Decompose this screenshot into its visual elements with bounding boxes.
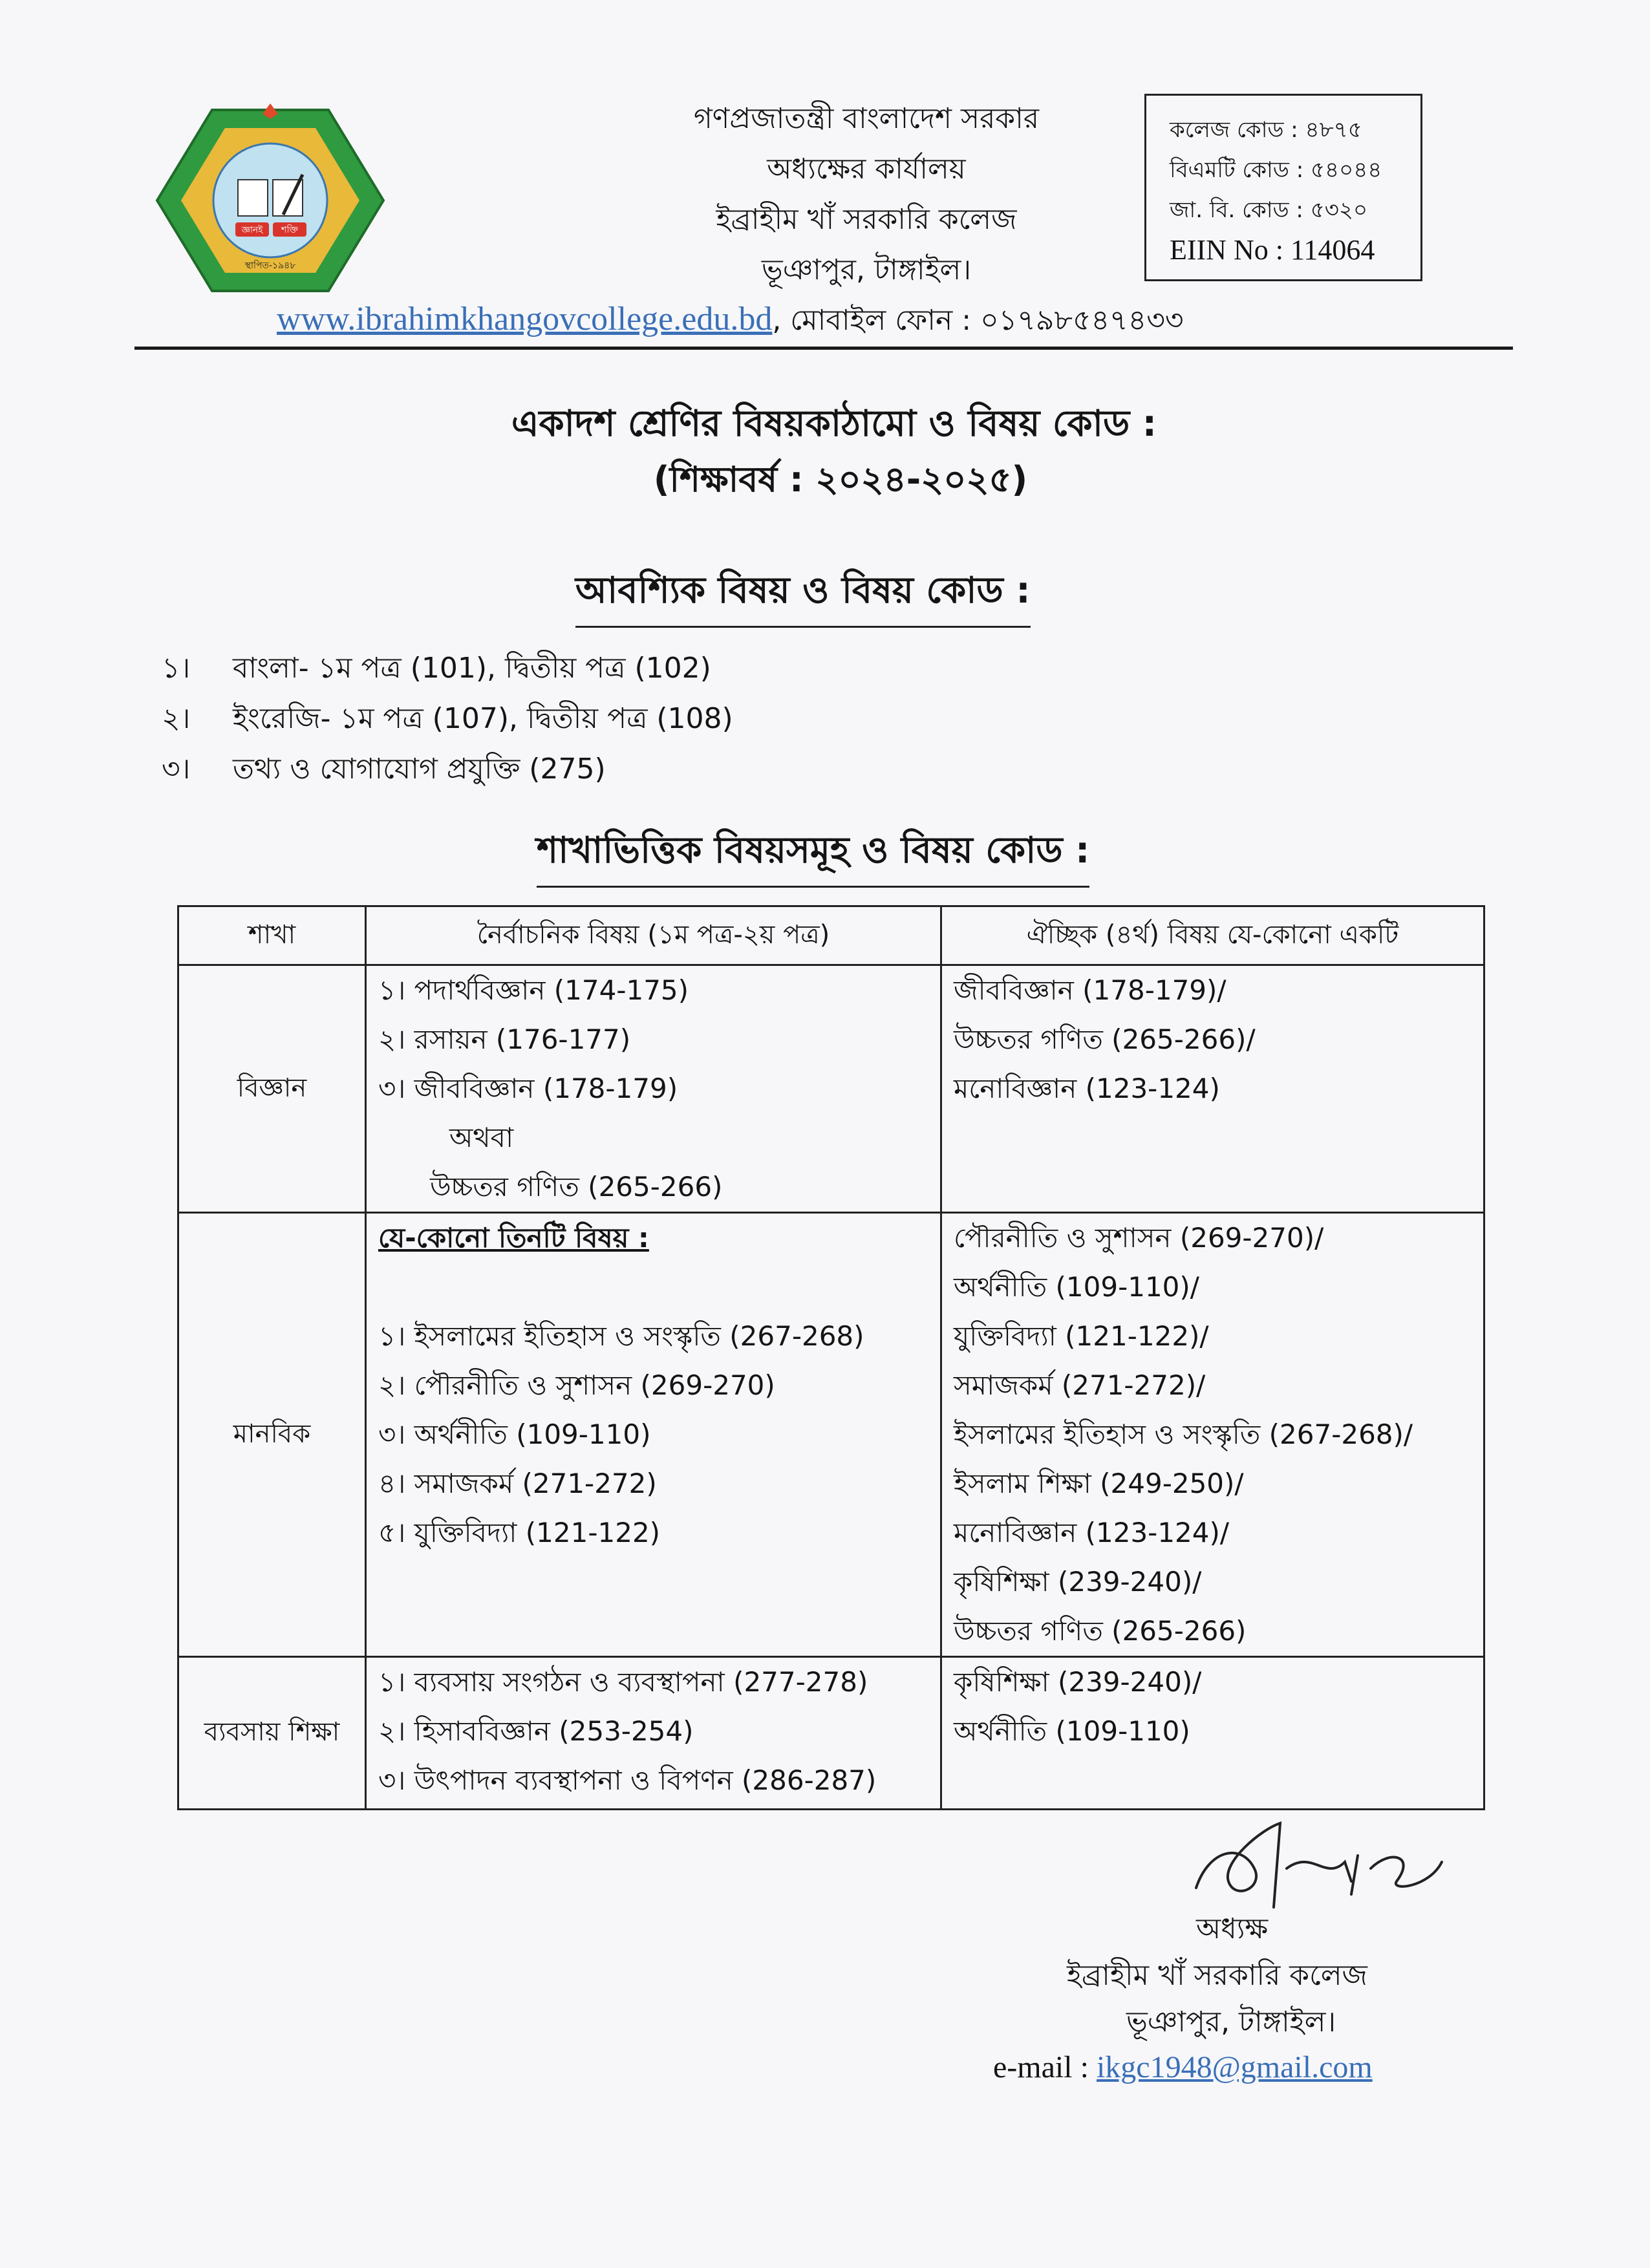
codes-box — [1144, 94, 1422, 281]
office-line: অধ্যক্ষের কার্যালয় — [767, 153, 966, 186]
list-item: মনোবিজ্ঞান (123-124) — [954, 1073, 1220, 1104]
list-item: ৩। অর্থনীতি (109-110) — [378, 1418, 651, 1450]
table-row-humanities — [178, 1213, 1484, 1657]
list-item: উচ্চতর গণিত (265-266) — [954, 1615, 1247, 1647]
item-text: ইংরেজি- ১ম পত্র (107), দ্বিতীয় পত্র (108) — [233, 702, 733, 735]
bmt-code: বিএমটি কোড : ৫৪০৪৪ — [1170, 157, 1382, 183]
list-item: ১। পদার্থবিজ্ঞান (174-175) — [378, 974, 689, 1006]
humanities-elective-cell — [366, 1213, 941, 1657]
required-item-2 — [162, 697, 733, 744]
item-text: তথ্য ও যোগাযোগ প্রযুক্তি (275) — [233, 753, 606, 786]
list-item: উচ্চতর গণিত (265-266) — [430, 1171, 723, 1203]
science-optional-cell — [941, 965, 1484, 1213]
list-item: ৩। উৎপাদন ব্যবস্থাপনা ও বিপণন (286-287) — [378, 1764, 877, 1796]
list-item: ৩। জীববিজ্ঞান (178-179) — [378, 1073, 678, 1104]
item-number: ২। — [162, 702, 191, 735]
or-label: অথবা — [449, 1122, 514, 1153]
table-row-science — [178, 965, 1484, 1213]
email-label: e-mail : — [993, 2050, 1097, 2084]
list-item: উচ্চতর গণিত (265-266)/ — [954, 1023, 1256, 1055]
header-elective: নৈর্বাচনিক বিষয় (১ম পত্র-২য় পত্র) — [366, 906, 941, 965]
subject-table — [177, 905, 1485, 1810]
mobile-phone: , মোবাইল ফোন : ০১৭৯৮৫৪৭৪৩৩ — [772, 304, 1184, 337]
list-item: ৪। সমাজকর্ম (271-272) — [378, 1468, 657, 1499]
list-item: কৃষিশিক্ষা (239-240)/ — [954, 1566, 1202, 1598]
list-item: ২। পৌরনীতি ও সুশাসন (269-270) — [378, 1369, 775, 1401]
business-optional-cell — [941, 1657, 1484, 1810]
govt-line: গণপ্রজাতন্ত্রী বাংলাদেশ সরকার — [693, 102, 1040, 135]
list-item: কৃষিশিক্ষা (239-240)/ — [954, 1666, 1202, 1698]
list-item: ইসলাম শিক্ষা (249-250)/ — [954, 1468, 1244, 1499]
choose-three-note: যে-কোনো তিনটি বিষয় : — [378, 1222, 649, 1254]
list-item: ইসলামের ইতিহাস ও সংস্কৃতি (267-268)/ — [954, 1418, 1413, 1450]
list-item: অর্থনীতি (109-110) — [954, 1715, 1190, 1747]
stream-heading: শাখাভিত্তিক বিষয়সমূহ ও বিষয় কোড : — [537, 822, 1089, 888]
header-optional: ঐচ্ছিক (৪র্থ) বিষয় যে-কোনো একটি — [941, 906, 1484, 965]
required-item-3 — [162, 747, 606, 795]
logo-text-right: শক্তি — [281, 225, 298, 235]
spacer — [378, 1263, 940, 1312]
humanities-optional-cell — [941, 1213, 1484, 1657]
item-number: ১। — [162, 652, 191, 685]
required-item-1 — [162, 647, 711, 694]
list-item: ২। রসায়ন (176-177) — [378, 1023, 631, 1055]
branch-humanities: মানবিক — [178, 1213, 366, 1657]
signature-college: ইব্রাহীম খাঁ সরকারি কলেজ — [1067, 1959, 1367, 1992]
list-item: সমাজকর্ম (271-272)/ — [954, 1369, 1206, 1401]
logo-founded: স্থাপিত-১৯৪৮ — [244, 261, 296, 271]
header-divider — [134, 347, 1513, 350]
item-number: ৩। — [162, 753, 191, 786]
session-title: (শিক্ষাবর্ষ : ২০২৪-২০২৫) — [653, 459, 1028, 500]
list-item: যুক্তিবিদ্যা (121-122)/ — [954, 1320, 1209, 1352]
list-item: ৫। যুক্তিবিদ্যা (121-122) — [378, 1517, 661, 1548]
contact-row — [277, 299, 1183, 346]
document-title: একাদশ শ্রেণির বিষয়কাঠামো ও বিষয় কোড : — [511, 403, 1157, 445]
college-name: ইব্রাহীম খাঁ সরকারি কলেজ — [716, 203, 1017, 236]
eiin-number: EIIN No : 114064 — [1170, 234, 1375, 266]
principal-designation: অধ্যক্ষ — [1196, 1912, 1269, 1945]
business-elective-cell — [366, 1657, 941, 1810]
signature-address: ভূঞাপুর, টাঙ্গাইল। — [1126, 2006, 1336, 2038]
list-item: জীববিজ্ঞান (178-179)/ — [954, 974, 1227, 1006]
header-branch: শাখা — [178, 906, 366, 965]
science-elective-cell — [366, 965, 941, 1213]
list-item: ১। ব্যবসায় সংগঠন ও ব্যবস্থাপনা (277-278) — [378, 1666, 868, 1698]
list-item: পৌরনীতি ও সুশাসন (269-270)/ — [954, 1222, 1324, 1254]
branch-science: বিজ্ঞান — [178, 965, 366, 1213]
website-link[interactable]: www.ibrahimkhangovcollege.edu.bd — [277, 301, 773, 337]
college-code: কলেজ কোড : ৪৮৭৫ — [1170, 117, 1362, 143]
table-header-row — [178, 906, 1484, 965]
nu-code: জা. বি. কোড : ৫৩২০ — [1170, 197, 1368, 223]
branch-business: ব্যবসায় শিক্ষা — [178, 1657, 366, 1810]
table-row-business — [178, 1657, 1484, 1810]
list-item: মনোবিজ্ঞান (123-124)/ — [954, 1517, 1230, 1548]
list-item: অর্থনীতি (109-110)/ — [954, 1271, 1199, 1303]
college-address: ভূঞাপুর, টাঙ্গাইল। — [761, 253, 972, 286]
item-text: বাংলা- ১ম পত্র (101), দ্বিতীয় পত্র (102) — [233, 652, 711, 685]
college-logo — [154, 103, 387, 297]
email-row — [993, 2049, 1373, 2085]
list-item: ১। ইসলামের ইতিহাস ও সংস্কৃতি (267-268) — [378, 1320, 864, 1352]
list-item: ২। হিসাববিজ্ঞান (253-254) — [378, 1715, 694, 1747]
logo-text-left: জ্ঞানই — [241, 225, 263, 235]
required-heading: আবশ্যিক বিষয় ও বিষয় কোড : — [575, 562, 1031, 628]
email-link[interactable]: ikgc1948@gmail.com — [1096, 2050, 1373, 2084]
